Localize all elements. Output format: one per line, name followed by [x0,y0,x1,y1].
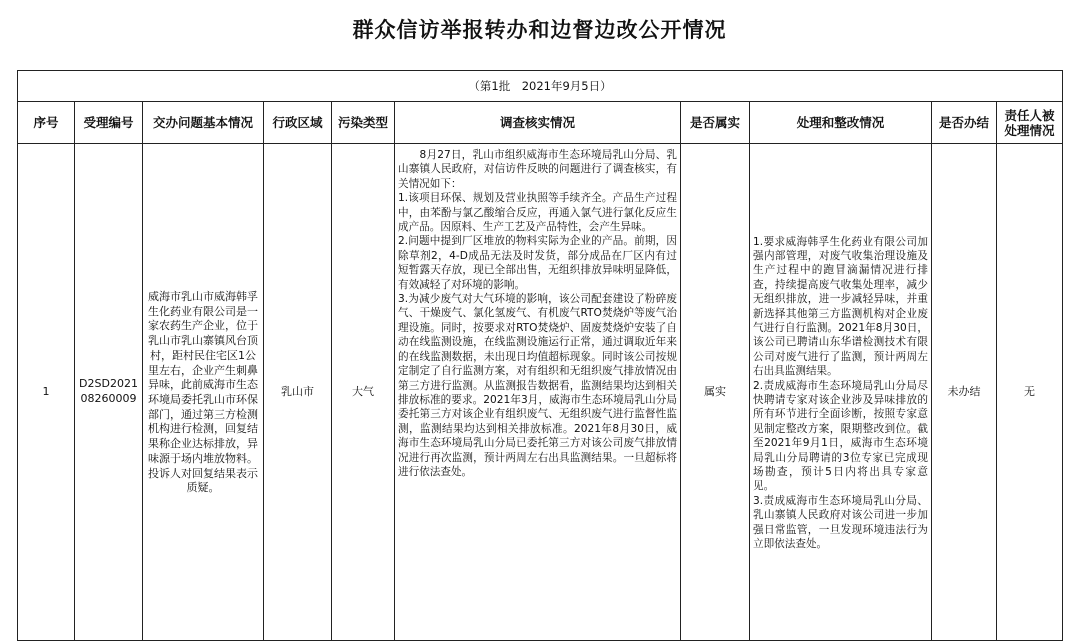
header-pollution: 污染类型 [332,102,395,144]
cell-investigation: 8月27日，乳山市组织威海市生态环境局乳山分局、乳山寨镇人民政府，对信访件反映的问题进行了调查核实，有关情况如下： 1.该项目环保、规划及营业执照等手续齐全。产品生产过程中，由苯酚与氯乙酸缩合反应，再通入氯气进行氯化反应生成产品。因原料、生产工艺及产品特性，会产生异味。 2.问题中提到厂区堆放的物料实际为企业的产品。前期，因除草剂2，4-D成品无法及时发货，部分成品在厂区内有过短暂露天存放，现已全部出售，无组织排放异味明显降低，有效减轻了对环境的影响。 3.为减少废气对大气环境的影响，该公司配套建设了粉碎废气、干燥废气、氯化氢废气、有机废气RTO焚烧炉等废气治理设施。同时，按要求对RTO焚烧炉、固废焚烧炉安装了自动在线监测设施，在线监测设施运行正常，通过调取近年来的在线监测数据，未出现日均值超标现象。同时该公司按规定制定了自行监测方案，对有组织和无组织废气排放情况由第三方进行监测。从监测报告数据看，监测结果均达到相关排放标准的要求。2021年3月，威海市生态环境局乳山分局委托第三方对该企业有组织废气、无组织废气进行监督性监测，监测结果均达到相关排放标准。2021年8月30日，威海市生态环境局乳山分局已委托第三方对该公司废气排放情况进行再次监测，预计两周左右出具监测结果。一旦超标将进行依法查处。 [395,144,681,641]
cell-seq: 1 [18,144,75,641]
cell-accountability: 无 [997,144,1063,641]
batch-info: （第1批 2021年9月5日） [18,71,1063,102]
header-verified: 是否属实 [681,102,750,144]
header-completed: 是否办结 [932,102,997,144]
header-case-no: 受理编号 [75,102,143,144]
cell-pollution: 大气 [332,144,395,641]
cell-case-no: D2SD202108260009 [75,144,143,641]
cell-issue: 威海市乳山市威海韩孚生化药业有限公司是一家农药生产企业，位于乳山市乳山寨镇风台顶村，距村民住宅区1公里左右，企业产生刺鼻异味，此前威海市生态环境局委托乳山市环保部门，通过第三方检测机构进行检测，回复结果称企业达标排放，异味源于场内堆放物料。投诉人对回复结果表示质疑。 [143,144,264,641]
header-issue: 交办问题基本情况 [143,102,264,144]
header-district: 行政区域 [264,102,332,144]
header-handling: 处理和整改情况 [750,102,932,144]
cell-handling: 1.要求威海韩孚生化药业有限公司加强内部管理，对废气收集治理设施及生产过程中的跑冒滴漏情况进行排查，持续提高废气收集处理率，减少无组织排放，进一步减轻异味，并重新选择其他第三方监测机构对企业废气进行自行监测。2021年8月30日，该公司已聘请山东华谱检测技术有限公司对废气进行了监测，预计两周左右出具监测结果。 2.责成威海市生态环境局乳山分局尽快聘请专家对该企业涉及异味排放的所有环节进行全面诊断，按照专家意见制定整改方案，限期整改到位。截至2021年9月1日，威海市生态环境局乳山分局聘请的3位专家已完成现场勘查，预计5日内将出具专家意见。 3.责成威海市生态环境局乳山分局、乳山寨镇人民政府对该公司进一步加强日常监管，一旦发现环境违法行为立即依法查处。 [750,144,932,641]
cell-completed: 未办结 [932,144,997,641]
cell-district: 乳山市 [264,144,332,641]
header-seq: 序号 [18,102,75,144]
header-investigation: 调查核实情况 [395,102,681,144]
cell-verified: 属实 [681,144,750,641]
page-title: 群众信访举报转办和边督边改公开情况 [352,17,727,42]
disclosure-table [17,70,1063,641]
header-accountability: 责任人被处理情况 [997,102,1063,144]
table-row [18,144,1063,641]
